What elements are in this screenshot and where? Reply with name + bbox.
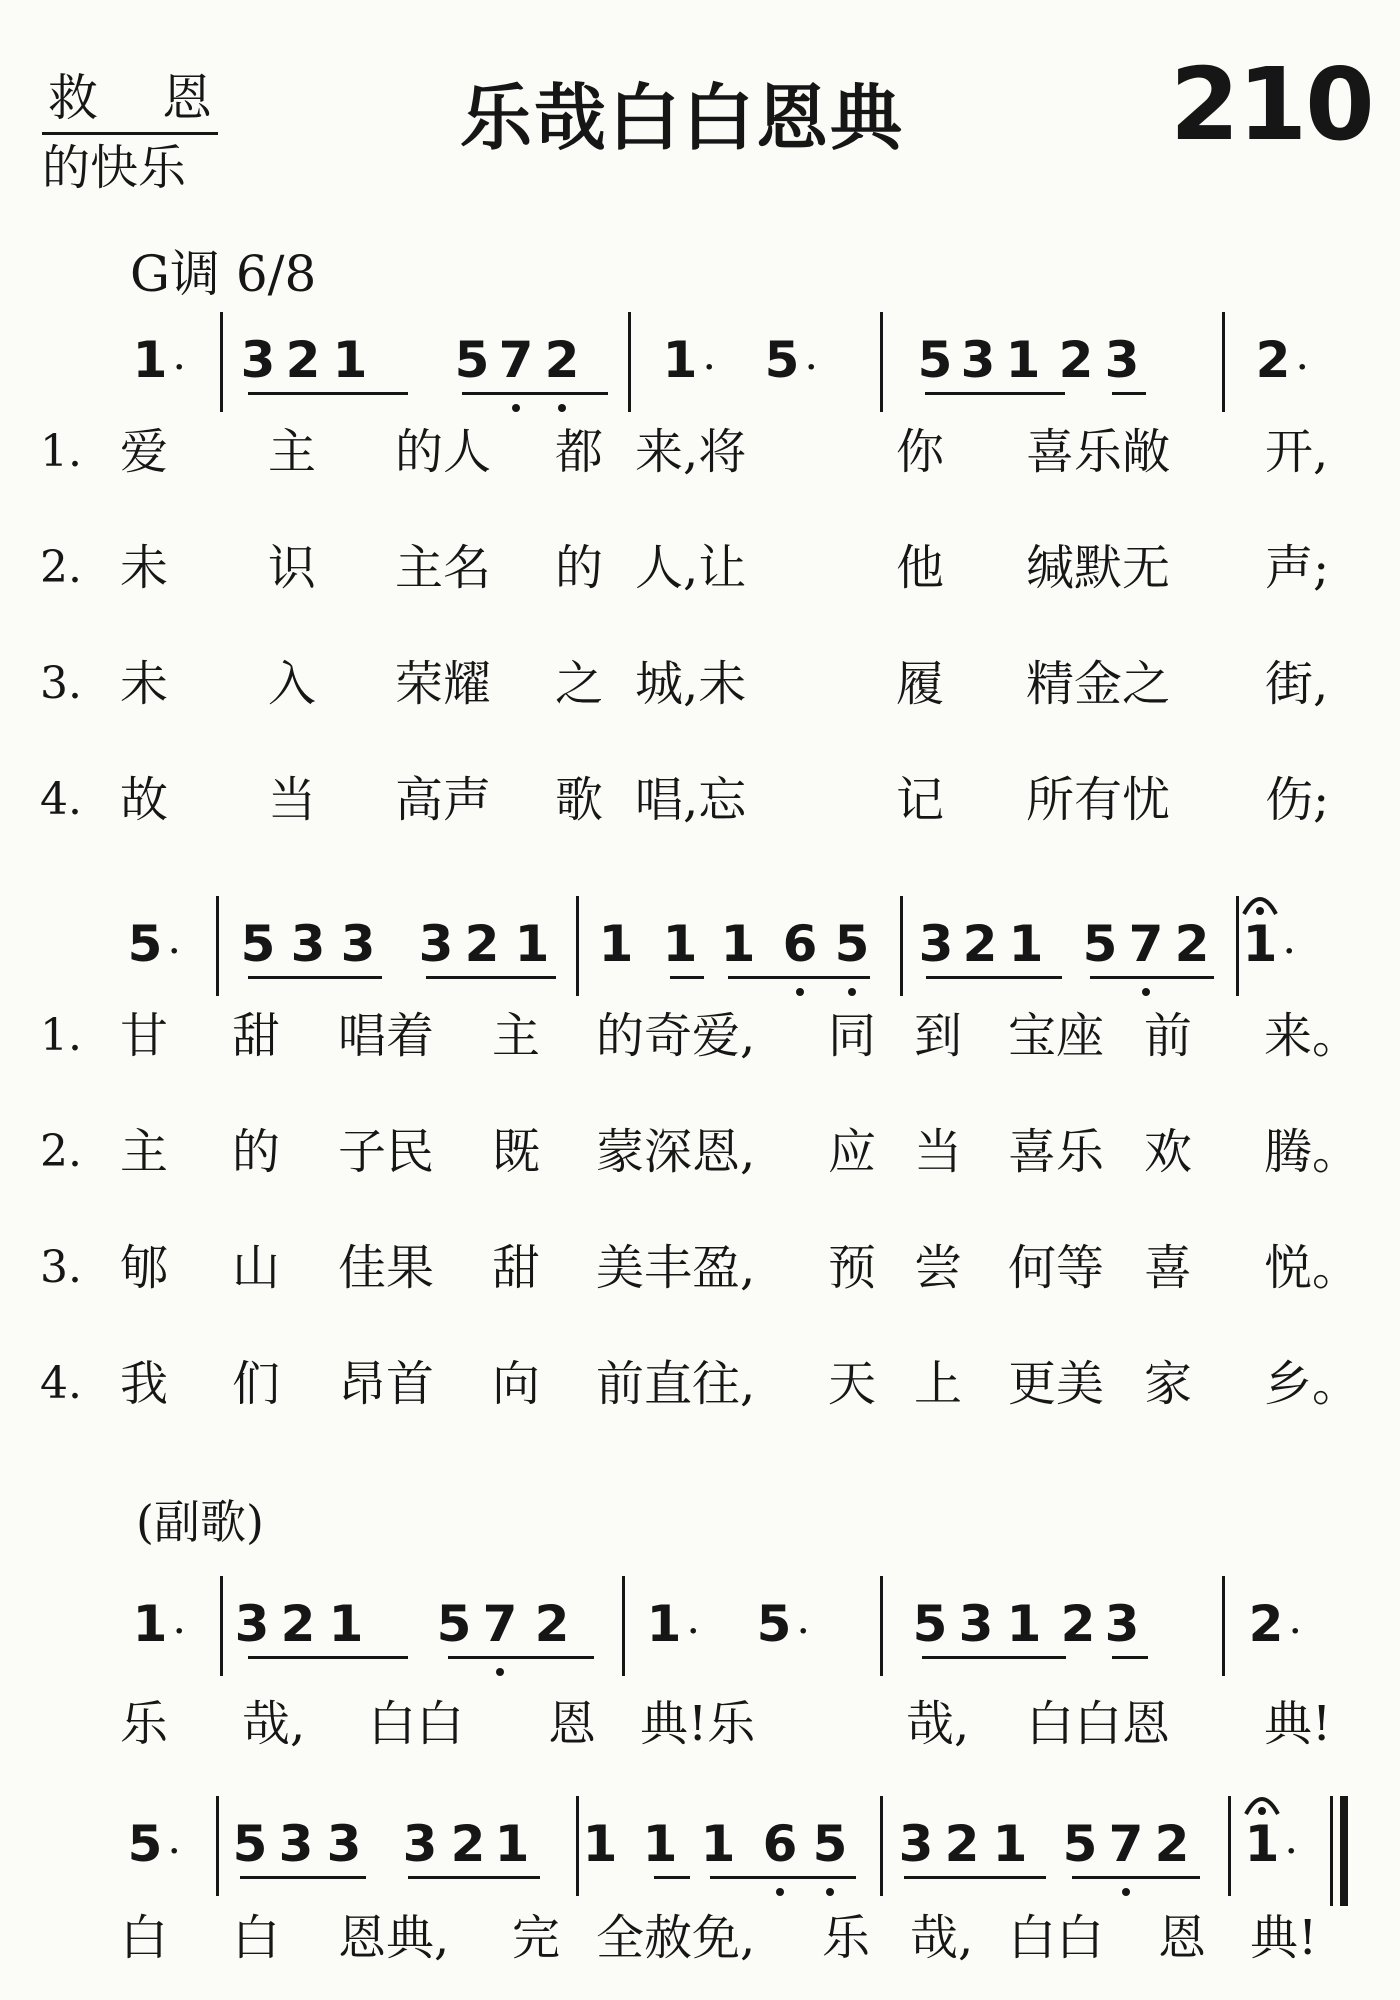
verse-number: 3. bbox=[40, 658, 82, 709]
note: 5 bbox=[912, 1595, 948, 1653]
low-octave-dot bbox=[1142, 988, 1150, 996]
augmentation-dot: · bbox=[174, 1614, 185, 1649]
beam-underline bbox=[1090, 976, 1214, 979]
lyric-syllable: 完 bbox=[512, 1910, 561, 1966]
note: 1 bbox=[582, 1815, 618, 1873]
note: 3 bbox=[918, 915, 954, 973]
lyric-syllable: 爱 bbox=[120, 424, 169, 480]
lyric-syllable: 前直往, bbox=[596, 1356, 756, 1412]
lyric-syllable: 昂首 bbox=[338, 1356, 435, 1412]
note: 2 bbox=[1174, 915, 1210, 973]
lyric-syllable: 恩 bbox=[548, 1696, 597, 1752]
lyric-syllable: 到 bbox=[914, 1008, 963, 1064]
verse-number: 4. bbox=[40, 1358, 82, 1409]
barline bbox=[220, 1576, 223, 1676]
lyric-syllable: 白白 bbox=[368, 1696, 465, 1752]
note: 2 bbox=[450, 1815, 486, 1873]
note: 5 bbox=[1082, 915, 1118, 973]
lyric-syllable: 喜 bbox=[1144, 1240, 1193, 1296]
lyric-syllable: 你 bbox=[896, 424, 945, 480]
lyric-syllable: 典!乐 bbox=[640, 1696, 756, 1752]
note: 1 bbox=[720, 915, 756, 973]
category-bottom: 的快乐 bbox=[42, 140, 187, 196]
lyric-syllable: 主 bbox=[492, 1008, 541, 1064]
lyric-syllable: 未 bbox=[120, 540, 169, 596]
lyric-syllable: 乐 bbox=[822, 1910, 871, 1966]
lyric-syllable: 的 bbox=[232, 1124, 281, 1180]
beam-underline bbox=[926, 976, 1062, 979]
note: 1 bbox=[662, 915, 698, 973]
note: 1 bbox=[132, 1595, 168, 1653]
note: 1 bbox=[992, 1815, 1028, 1873]
note: 3 bbox=[958, 1595, 994, 1653]
beam-underline bbox=[1112, 1656, 1148, 1659]
lyric-syllable: 履 bbox=[896, 656, 945, 712]
lyric-syllable: 全赦免, bbox=[596, 1910, 756, 1966]
lyrics-line-verse-4a bbox=[0, 762, 1400, 852]
note: 7 bbox=[482, 1595, 518, 1653]
lyric-syllable: 哉, bbox=[910, 1910, 974, 1966]
lyrics-line-chorus-2 bbox=[0, 1900, 1400, 1990]
note: 1 bbox=[132, 331, 168, 389]
lyric-syllable: 主名 bbox=[395, 540, 492, 596]
lyric-syllable: 乡。 bbox=[1264, 1356, 1361, 1412]
verse-number: 3. bbox=[40, 1242, 82, 1293]
verse-number: 2. bbox=[40, 1126, 82, 1177]
note: 2 bbox=[1248, 1595, 1284, 1653]
lyric-syllable: 白 bbox=[232, 1910, 281, 1966]
augmentation-dot: · bbox=[1284, 934, 1295, 969]
note: 2 bbox=[962, 915, 998, 973]
note: 1 bbox=[1242, 915, 1278, 973]
note: 5 bbox=[240, 915, 276, 973]
note: 1 bbox=[642, 1815, 678, 1873]
lyric-syllable: 同 bbox=[828, 1008, 877, 1064]
note: 5 bbox=[812, 1815, 848, 1873]
verse-number: 1. bbox=[40, 426, 82, 477]
note: 1 bbox=[662, 331, 698, 389]
lyric-syllable: 来,将 bbox=[635, 424, 747, 480]
note: 5 bbox=[232, 1815, 268, 1873]
barline bbox=[1222, 312, 1225, 412]
low-octave-dot bbox=[776, 1888, 784, 1896]
lyrics-line-verse-1b bbox=[0, 998, 1400, 1088]
augmentation-dot: · bbox=[806, 350, 817, 385]
augmentation-dot: · bbox=[174, 350, 185, 385]
lyric-syllable: 典! bbox=[1250, 1910, 1318, 1966]
fermata-icon bbox=[1240, 884, 1280, 920]
lyric-syllable: 欢 bbox=[1144, 1124, 1193, 1180]
note: 1 bbox=[494, 1815, 530, 1873]
fermata-icon bbox=[1242, 1784, 1282, 1820]
lyric-syllable: 恩典, bbox=[338, 1910, 450, 1966]
note: 2 bbox=[544, 331, 580, 389]
note: 1 bbox=[332, 331, 368, 389]
lyric-syllable: 甜 bbox=[232, 1008, 281, 1064]
lyric-syllable: 甘 bbox=[120, 1008, 169, 1064]
verse-number: 1. bbox=[40, 1010, 82, 1061]
chorus-label: (副歌) bbox=[136, 1495, 264, 1549]
beam-underline bbox=[710, 1876, 856, 1879]
lyrics-line-verse-1a bbox=[0, 414, 1400, 504]
low-octave-dot bbox=[826, 1888, 834, 1896]
note: 6 bbox=[762, 1815, 798, 1873]
lyric-syllable: 当 bbox=[914, 1124, 963, 1180]
lyric-syllable: 未 bbox=[120, 656, 169, 712]
lyric-syllable: 甜 bbox=[492, 1240, 541, 1296]
barline bbox=[880, 1796, 883, 1896]
lyrics-line-verse-3b bbox=[0, 1230, 1400, 1320]
lyric-syllable: 人,让 bbox=[635, 540, 747, 596]
lyric-syllable: 故 bbox=[120, 772, 169, 828]
lyric-syllable: 缄默无 bbox=[1026, 540, 1171, 596]
note: 2 bbox=[1058, 331, 1094, 389]
category-char: 恩 bbox=[162, 69, 212, 127]
note: 5 bbox=[764, 331, 800, 389]
final-barline bbox=[1340, 1796, 1348, 1906]
key-signature: G调 6/8 bbox=[130, 245, 317, 303]
note: 3 bbox=[418, 915, 454, 973]
lyric-syllable: 山 bbox=[232, 1240, 281, 1296]
lyric-syllable: 宝座 bbox=[1008, 1008, 1105, 1064]
beam-underline bbox=[904, 1876, 1046, 1879]
lyric-syllable: 之 bbox=[555, 656, 604, 712]
lyric-syllable: 腾。 bbox=[1264, 1124, 1361, 1180]
note: 3 bbox=[1104, 1595, 1140, 1653]
augmentation-dot: · bbox=[1290, 1614, 1301, 1649]
beam-underline bbox=[408, 1876, 540, 1879]
lyric-syllable: 伤; bbox=[1265, 772, 1330, 828]
lyrics-line-chorus-1 bbox=[0, 1686, 1400, 1776]
note: 5 bbox=[834, 915, 870, 973]
augmentation-dot: · bbox=[688, 1614, 699, 1649]
lyric-syllable: 唱,忘 bbox=[635, 772, 747, 828]
note: 1 bbox=[646, 1595, 682, 1653]
beam-underline bbox=[426, 976, 556, 979]
beam-underline bbox=[925, 392, 1065, 395]
barline bbox=[216, 1796, 219, 1896]
note: 5 bbox=[756, 1595, 792, 1653]
note: 3 bbox=[1104, 331, 1140, 389]
note: 1 bbox=[514, 915, 550, 973]
note: 3 bbox=[960, 331, 996, 389]
lyric-syllable: 白白恩 bbox=[1026, 1696, 1171, 1752]
beam-underline bbox=[1112, 392, 1146, 395]
note: 1 bbox=[1244, 1815, 1280, 1873]
lyric-syllable: 白白 bbox=[1008, 1910, 1105, 1966]
augmentation-dot: · bbox=[169, 1834, 180, 1869]
beam-underline bbox=[240, 1876, 366, 1879]
beam-underline bbox=[670, 976, 704, 979]
lyric-syllable: 向 bbox=[492, 1356, 541, 1412]
note: 5 bbox=[127, 1815, 163, 1873]
note: 7 bbox=[498, 331, 534, 389]
lyric-syllable: 天 bbox=[828, 1356, 877, 1412]
lyric-syllable: 哉, bbox=[906, 1696, 970, 1752]
note: 5 bbox=[454, 331, 490, 389]
lyrics-line-verse-2b bbox=[0, 1114, 1400, 1204]
lyric-syllable: 何等 bbox=[1008, 1240, 1105, 1296]
verse-number: 4. bbox=[40, 774, 82, 825]
barline bbox=[216, 896, 219, 996]
note: 2 bbox=[944, 1815, 980, 1873]
note: 2 bbox=[1060, 1595, 1096, 1653]
note: 3 bbox=[278, 1815, 314, 1873]
lyric-syllable: 高声 bbox=[395, 772, 492, 828]
note: 3 bbox=[240, 331, 276, 389]
beam-underline bbox=[728, 976, 870, 979]
note: 3 bbox=[402, 1815, 438, 1873]
low-octave-dot bbox=[1122, 1888, 1130, 1896]
lyric-syllable: 前 bbox=[1144, 1008, 1193, 1064]
lyric-syllable: 我 bbox=[120, 1356, 169, 1412]
note: 6 bbox=[782, 915, 818, 973]
note: 5 bbox=[1062, 1815, 1098, 1873]
lyric-syllable: 都 bbox=[555, 424, 604, 480]
lyric-syllable: 主 bbox=[268, 424, 317, 480]
beam-underline bbox=[462, 392, 608, 395]
note: 3 bbox=[326, 1815, 362, 1873]
verse-number: 2. bbox=[40, 542, 82, 593]
lyric-syllable: 典! bbox=[1264, 1696, 1332, 1752]
beam-underline bbox=[248, 976, 382, 979]
lyric-syllable: 蒙深恩, bbox=[596, 1124, 756, 1180]
beam-underline bbox=[448, 1656, 594, 1659]
lyrics-line-verse-2a bbox=[0, 530, 1400, 620]
beam-underline bbox=[922, 1656, 1066, 1659]
lyric-syllable: 当 bbox=[268, 772, 317, 828]
lyric-syllable: 开, bbox=[1265, 424, 1329, 480]
note: 3 bbox=[898, 1815, 934, 1873]
lyric-syllable: 子民 bbox=[338, 1124, 435, 1180]
lyric-syllable: 白 bbox=[120, 1910, 169, 1966]
augmentation-dot: · bbox=[798, 1614, 809, 1649]
lyric-syllable: 佳果 bbox=[338, 1240, 435, 1296]
hymn-category bbox=[42, 66, 218, 201]
lyric-syllable: 荣耀 bbox=[395, 656, 492, 712]
lyric-syllable: 既 bbox=[492, 1124, 541, 1180]
lyric-syllable: 来。 bbox=[1264, 1008, 1361, 1064]
lyric-syllable: 郇 bbox=[120, 1240, 169, 1296]
lyric-syllable: 尝 bbox=[914, 1240, 963, 1296]
lyric-syllable: 精金之 bbox=[1026, 656, 1171, 712]
barline bbox=[1222, 1576, 1225, 1676]
note: 1 bbox=[1006, 1595, 1042, 1653]
lyric-syllable: 悦。 bbox=[1264, 1240, 1361, 1296]
low-octave-dot bbox=[558, 404, 566, 412]
lyric-syllable: 美丰盈, bbox=[596, 1240, 756, 1296]
note: 7 bbox=[1108, 1815, 1144, 1873]
hymn-number: 210 bbox=[1170, 46, 1373, 163]
lyric-syllable: 应 bbox=[828, 1124, 877, 1180]
lyric-syllable: 记 bbox=[896, 772, 945, 828]
note: 3 bbox=[234, 1595, 270, 1653]
lyric-syllable: 上 bbox=[914, 1356, 963, 1412]
lyrics-line-verse-3a bbox=[0, 646, 1400, 736]
note: 1 bbox=[328, 1595, 364, 1653]
low-octave-dot bbox=[496, 1668, 504, 1676]
note: 3 bbox=[290, 915, 326, 973]
lyric-syllable: 识 bbox=[268, 540, 317, 596]
lyric-syllable: 声; bbox=[1265, 540, 1330, 596]
lyrics-line-verse-4b bbox=[0, 1346, 1400, 1436]
beam-underline bbox=[248, 1656, 408, 1659]
lyric-syllable: 歌 bbox=[555, 772, 604, 828]
note: 1 bbox=[1005, 331, 1041, 389]
low-octave-dot bbox=[796, 988, 804, 996]
note: 3 bbox=[340, 915, 376, 973]
note: 5 bbox=[127, 915, 163, 973]
note: 1 bbox=[1008, 915, 1044, 973]
lyric-syllable: 的 bbox=[555, 540, 604, 596]
note: 1 bbox=[700, 1815, 736, 1873]
note: 2 bbox=[280, 1595, 316, 1653]
augmentation-dot: · bbox=[704, 350, 715, 385]
lyric-syllable: 恩 bbox=[1158, 1910, 1207, 1966]
lyric-syllable: 他 bbox=[896, 540, 945, 596]
note: 5 bbox=[436, 1595, 472, 1653]
augmentation-dot: · bbox=[1286, 1834, 1297, 1869]
augmentation-dot: · bbox=[169, 934, 180, 969]
beam-underline bbox=[248, 392, 408, 395]
beam-underline bbox=[654, 1876, 690, 1879]
augmentation-dot: · bbox=[1297, 350, 1308, 385]
note: 2 bbox=[464, 915, 500, 973]
final-barline bbox=[1330, 1796, 1333, 1906]
barline bbox=[628, 312, 631, 412]
category-top bbox=[42, 66, 218, 130]
lyric-syllable: 的奇爱, bbox=[596, 1008, 756, 1064]
hymn-title: 乐哉白白恩典 bbox=[460, 76, 905, 160]
lyric-syllable: 家 bbox=[1144, 1356, 1193, 1412]
barline bbox=[900, 896, 903, 996]
barline bbox=[880, 312, 883, 412]
note: 2 bbox=[534, 1595, 570, 1653]
lyric-syllable: 更美 bbox=[1008, 1356, 1105, 1412]
note: 7 bbox=[1128, 915, 1164, 973]
barline bbox=[576, 896, 579, 996]
barline bbox=[1228, 1796, 1231, 1896]
lyric-syllable: 们 bbox=[232, 1356, 281, 1412]
lyric-syllable: 唱着 bbox=[338, 1008, 435, 1064]
low-octave-dot bbox=[512, 404, 520, 412]
low-octave-dot bbox=[848, 988, 856, 996]
lyric-syllable: 喜乐敞 bbox=[1026, 424, 1171, 480]
barline bbox=[622, 1576, 625, 1676]
lyric-syllable: 哉, bbox=[242, 1696, 306, 1752]
lyric-syllable: 入 bbox=[268, 656, 317, 712]
note: 5 bbox=[917, 331, 953, 389]
lyric-syllable: 所有忧 bbox=[1026, 772, 1171, 828]
lyric-syllable: 预 bbox=[828, 1240, 877, 1296]
lyric-syllable: 城,未 bbox=[635, 656, 747, 712]
note: 2 bbox=[1154, 1815, 1190, 1873]
category-char: 救 bbox=[48, 69, 98, 127]
barline bbox=[880, 1576, 883, 1676]
lyric-syllable: 喜乐 bbox=[1008, 1124, 1105, 1180]
barline bbox=[220, 312, 223, 412]
note: 2 bbox=[1255, 331, 1291, 389]
note: 2 bbox=[285, 331, 321, 389]
lyric-syllable: 街, bbox=[1265, 656, 1329, 712]
lyric-syllable: 乐 bbox=[120, 1696, 169, 1752]
beam-underline bbox=[1072, 1876, 1200, 1879]
lyric-syllable: 主 bbox=[120, 1124, 169, 1180]
note: 1 bbox=[598, 915, 634, 973]
lyric-syllable: 的人 bbox=[395, 424, 492, 480]
